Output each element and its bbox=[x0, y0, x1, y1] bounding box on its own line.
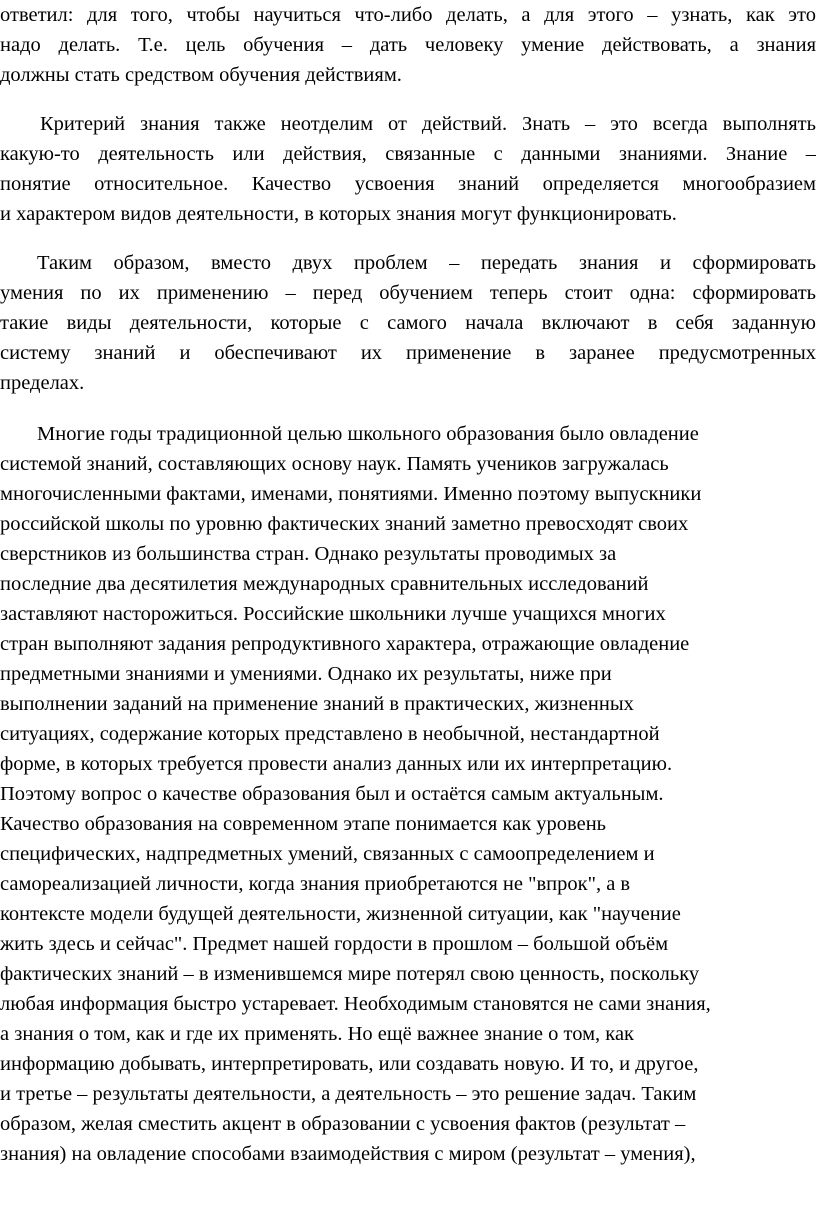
text-line: жить здесь и сейчас". Предмет нашей гордости в прошлом – большой объём bbox=[0, 933, 669, 955]
text-line: контексте модели будущей деятельности, жизненной ситуации, как "научение bbox=[0, 903, 681, 925]
text-line: ответил: для того, чтобы научиться что-либо делать, а для этого – узнать, как это bbox=[0, 4, 816, 26]
text-line: сверстников из большинства стран. Однако результаты проводимых за bbox=[0, 543, 617, 565]
text-line: умения по их применению – перед обучением теперь стоит одна: сформировать bbox=[0, 282, 816, 304]
text-line: российской школы по уровню фактических знаний заметно превосходят своих bbox=[0, 513, 689, 535]
paragraph-1 bbox=[0, 0, 816, 90]
text-line: заставляют насторожиться. Российские школьники лучше учащихся многих bbox=[0, 603, 666, 625]
text-line: пределах. bbox=[0, 372, 85, 394]
text-line: знания) на овладение способами взаимодействия с миром (результат – умения), bbox=[0, 1143, 696, 1165]
text-line: и характером видов деятельности, в которых знания могут функционировать. bbox=[0, 203, 677, 225]
text-line: Качество образования на современном этапе понимается как уровень bbox=[0, 813, 607, 835]
text-line: системой знаний, составляющих основу наук. Память учеников загружалась bbox=[0, 453, 669, 475]
text-line: самореализацией личности, когда знания приобретаются не "впрок", а в bbox=[0, 873, 631, 895]
text-line: понятие относительное. Качество усвоения знаний определяется многообразием bbox=[0, 173, 816, 195]
paragraph-2 bbox=[0, 109, 816, 229]
text-line: должны стать средством обучения действиям. bbox=[0, 64, 402, 86]
text-line: выполнении заданий на применение знаний в практических, жизненных bbox=[0, 693, 634, 715]
text-line: систему знаний и обеспечивают их применение в заранее предусмотренных bbox=[0, 342, 816, 364]
text-line: Таким образом, вместо двух проблем – передать знания и сформировать bbox=[37, 252, 816, 274]
text-line: Поэтому вопрос о качестве образования был и остаётся самым актуальным. bbox=[0, 783, 664, 805]
text-line: специфических, надпредметных умений, связанных с самоопределением и bbox=[0, 843, 655, 865]
text-line: информацию добывать, интерпретировать, или создавать новую. И то, и другое, bbox=[0, 1053, 699, 1075]
paragraph-4 bbox=[0, 419, 816, 1169]
text-line: какую-то деятельность или действия, связанные с данными знаниями. Знание – bbox=[0, 143, 816, 165]
text-line: Многие годы традиционной целью школьного образования было овладение bbox=[37, 423, 699, 445]
text-line: и третье – результаты деятельности, а деятельность – это решение задач. Таким bbox=[0, 1083, 697, 1105]
text-line: такие виды деятельности, которые с самого начала включают в себя заданную bbox=[0, 312, 816, 334]
text-line: образом, желая сместить акцент в образовании с усвоения фактов (результат – bbox=[0, 1113, 686, 1135]
text-line: а знания о том, как и где их применять. Но ещё важнее знание о том, как bbox=[0, 1023, 635, 1045]
text-line: любая информация быстро устаревает. Необходимым становятся не сами знания, bbox=[0, 993, 711, 1015]
text-line: фактических знаний – в изменившемся мире потерял свою ценность, поскольку bbox=[0, 963, 700, 985]
text-line: Критерий знания также неотделим от действий. Знать – это всегда выполнять bbox=[40, 113, 816, 135]
text-line: надо делать. Т.е. цель обучения – дать человеку умение действовать, а знания bbox=[0, 34, 816, 56]
text-line: предметными знаниями и умениями. Однако их результаты, ниже при bbox=[0, 663, 612, 685]
text-line: многочисленными фактами, именами, понятиями. Именно поэтому выпускники bbox=[0, 483, 702, 505]
text-line: форме, в которых требуется провести анализ данных или их интерпретацию. bbox=[0, 753, 673, 775]
text-line: ситуациях, содержание которых представлено в необычной, нестандартной bbox=[0, 723, 660, 745]
text-line: последние два десятилетия международных сравнительных исследований bbox=[0, 573, 649, 595]
paragraph-3 bbox=[0, 248, 816, 398]
text-line: стран выполняют задания репродуктивного характера, отражающие овладение bbox=[0, 633, 690, 655]
